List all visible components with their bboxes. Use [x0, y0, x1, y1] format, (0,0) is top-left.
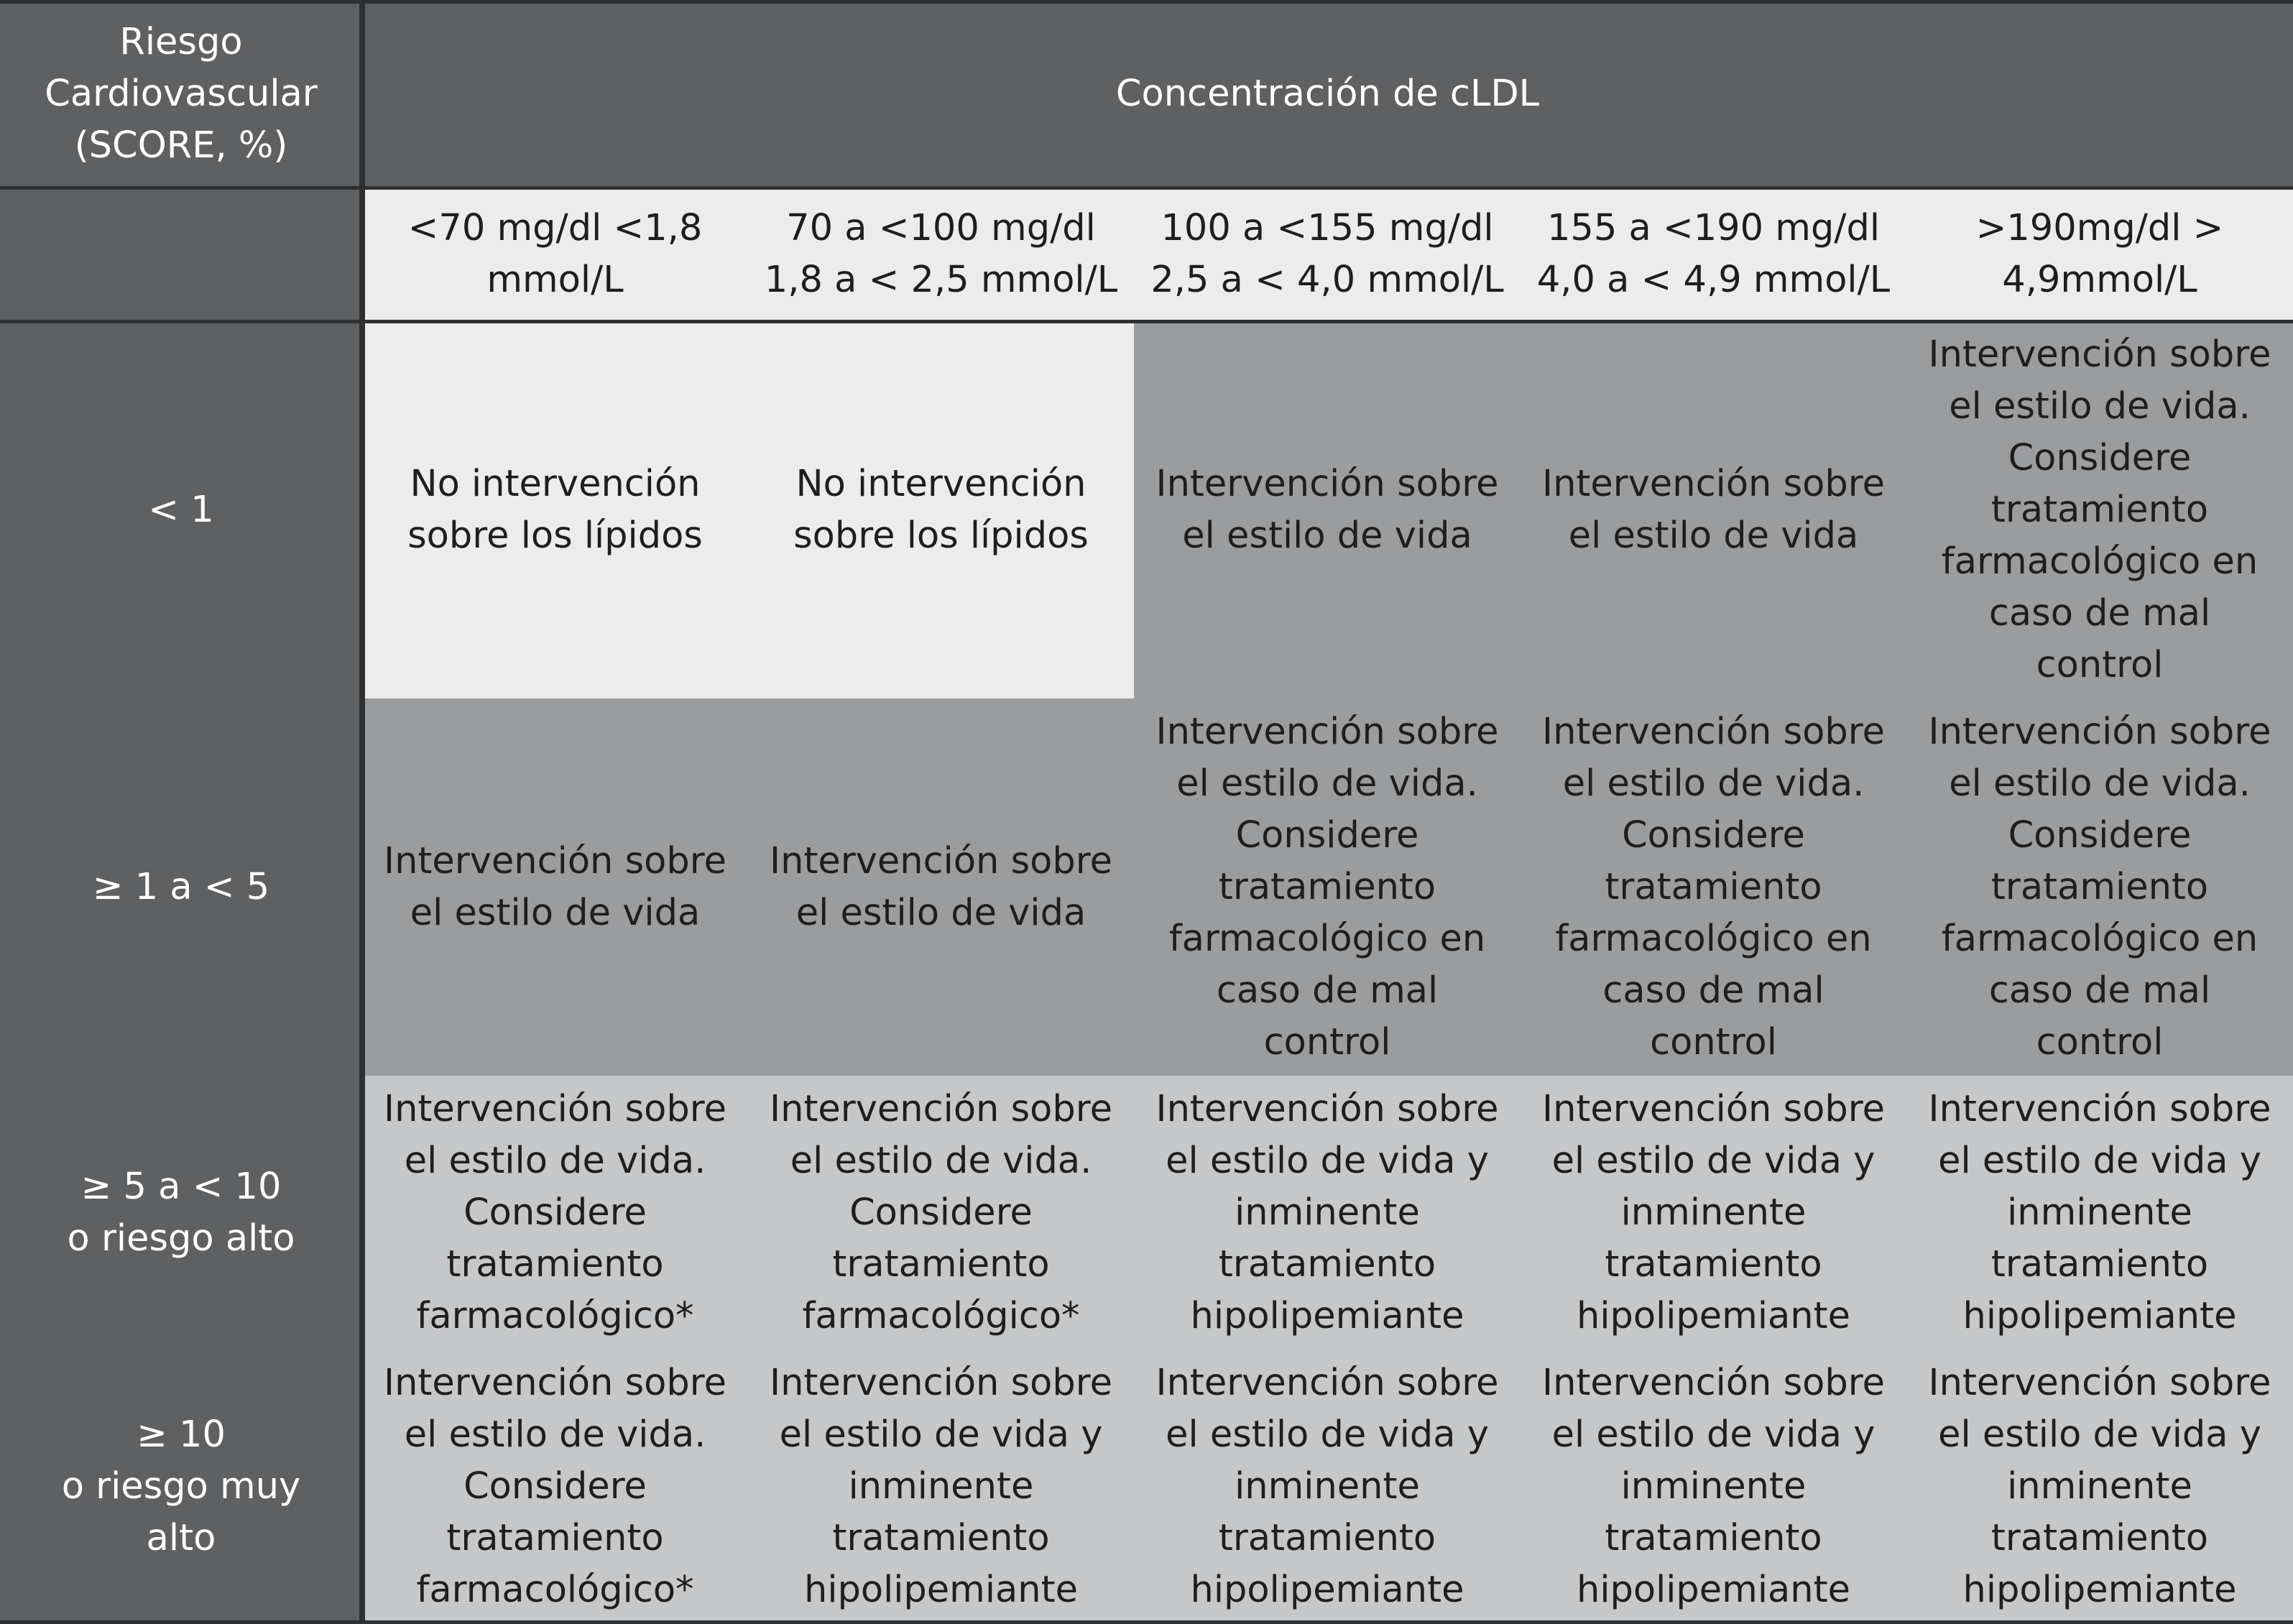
table-cell-r2-c2: Intervención sobre el estilo de vida	[748, 698, 1134, 1076]
table-cell-r4-c1: Intervención sobre el estilo de vida. Considere tratamiento farmacológico*	[362, 1350, 748, 1624]
table-cell-r4-c2: Intervención sobre el estilo de vida y inminente tratamiento hipolipemiante	[748, 1350, 1134, 1624]
table-cell-r4-c4: Intervención sobre el estilo de vida y inminente tratamiento hipolipemiante	[1521, 1350, 1906, 1624]
column-header-ldl-3: 100 a <155 mg/dl 2,5 a < 4,0 mmol/L	[1134, 188, 1521, 321]
risk-column-divider	[359, 0, 365, 1624]
table-cell-r4-c3: Intervención sobre el estilo de vida y inminente tratamiento hipolipemiante	[1134, 1350, 1521, 1624]
table-cell-r2-c5: Intervención sobre el estilo de vida. Considere tratamiento farmacológico en caso de mal control	[1906, 698, 2293, 1076]
table-cell-r3-c2: Intervención sobre el estilo de vida. Considere tratamiento farmacológico*	[748, 1076, 1134, 1350]
table-cell-r3-c5: Intervención sobre el estilo de vida y inminente tratamiento hipolipemiante	[1906, 1076, 2293, 1350]
concentration-header: Concentración de cLDL	[362, 0, 2293, 188]
table-cell-r1-c4: Intervención sobre el estilo de vida	[1521, 321, 1906, 698]
table-cell-r2-c4: Intervención sobre el estilo de vida. Considere tratamiento farmacológico en caso de mal control	[1521, 698, 1906, 1076]
table-cell-r1-c1: No intervención sobre los lípidos	[362, 321, 748, 698]
column-header-ldl-2: 70 a <100 mg/dl 1,8 a < 2,5 mmol/L	[748, 188, 1134, 321]
table-cell-r4-c5: Intervención sobre el estilo de vida y inminente tratamiento hipolipemiante	[1906, 1350, 2293, 1624]
header-divider	[0, 186, 2293, 190]
table-cell-r1-c2: No intervención sobre los lípidos	[748, 321, 1134, 698]
column-header-risk-spacer	[0, 188, 362, 321]
table-bottom-rule	[0, 1620, 2293, 1624]
table-cell-r2-c3: Intervención sobre el estilo de vida. Considere tratamiento farmacológico en caso de mal control	[1134, 698, 1521, 1076]
column-header-ldl-1: <70 mg/dl <1,8 mmol/L	[362, 188, 748, 321]
table-cell-r2-c1: Intervención sobre el estilo de vida	[362, 698, 748, 1076]
risk-row-label-2: ≥ 1 a < 5	[0, 698, 362, 1076]
column-header-ldl-4: 155 a <190 mg/dl 4,0 a < 4,9 mmol/L	[1521, 188, 1906, 321]
risk-header: Riesgo Cardiovascular (SCORE, %)	[0, 0, 362, 188]
column-header-divider	[0, 320, 2293, 323]
table-cell-r3-c1: Intervención sobre el estilo de vida. Considere tratamiento farmacológico*	[362, 1076, 748, 1350]
table-cell-r1-c5: Intervención sobre el estilo de vida. Considere tratamiento farmacológico en caso de mal control	[1906, 321, 2293, 698]
table-cell-r3-c3: Intervención sobre el estilo de vida y inminente tratamiento hipolipemiante	[1134, 1076, 1521, 1350]
table-cell-r1-c3: Intervención sobre el estilo de vida	[1134, 321, 1521, 698]
risk-row-label-3: ≥ 5 a < 10 o riesgo alto	[0, 1076, 362, 1350]
risk-row-label-4: ≥ 10 o riesgo muy alto	[0, 1350, 362, 1624]
table-cell-r3-c4: Intervención sobre el estilo de vida y inminente tratamiento hipolipemiante	[1521, 1076, 1906, 1350]
table-top-rule	[0, 0, 2293, 4]
column-header-ldl-5: >190mg/dl > 4,9mmol/L	[1906, 188, 2293, 321]
risk-row-label-1: < 1	[0, 321, 362, 698]
